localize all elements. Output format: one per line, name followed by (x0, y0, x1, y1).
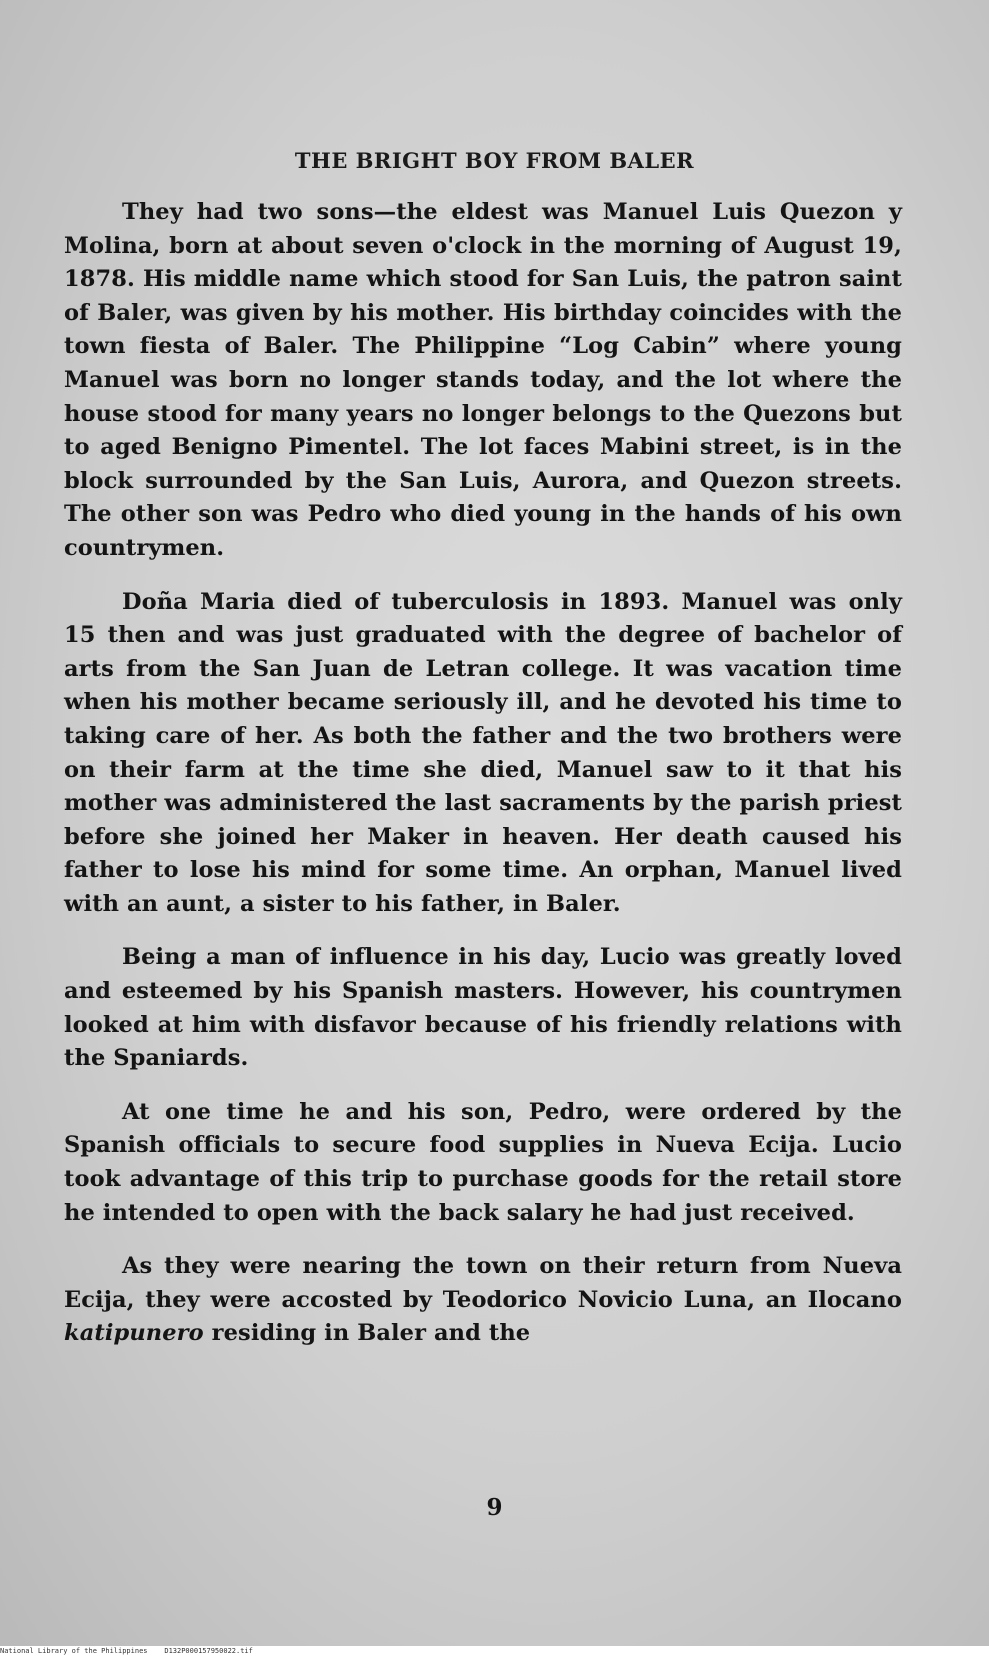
paragraph-5-italic-term: katipunero (64, 1320, 204, 1347)
paragraph-5 (64, 1250, 902, 1351)
scan-caption: National Library of the Philippines D132P000157950022.tif (0, 1647, 253, 1655)
paragraph-3: Being a man of influence in his day, Lucio was greatly loved and esteemed by his Spanish masters. However, his countrymen looked at him with disfavor because of his friendly relations with the Spaniards. (64, 944, 902, 1072)
paragraph-5-text-before: As they were nearing the town on their return from Nueva Ecija, they were accosted by Teodorico Novicio Luna, an Ilocano (64, 1253, 902, 1313)
paragraph-4: At one time he and his son, Pedro, were ordered by the Spanish officials to secure food supplies in Nueva Ecija. Lucio took advantage of this trip to purchase goods for the retail store he intended to open with the back salary he had just received. (64, 1098, 902, 1226)
paragraph-5-text-after: residing in Baler and the (203, 1320, 531, 1347)
body-text (64, 196, 902, 1351)
paragraph-2: Doña Maria died of tuberculosis in 1893. Manuel was only 15 then and was just graduated with the degree of bachelor of arts from the San Juan de Letran college. It was vacation time when his mother became seriously ill, and he devoted his time to taking care of her. As both the father and the two brothers were on their farm at the time she died, Manuel saw to it that his mother was administered the last sacraments by the parish priest before she joined her Maker in heaven. Her death caused his father to lose his mind for some time. An orphan, Manuel lived with an aunt, a sister to his father, in Baler. (64, 588, 902, 917)
paragraph-1: They had two sons—the eldest was Manuel Luis Quezon y Molina, born at about seven o'clock in the morning of August 19, 1878. His middle name which stood for San Luis, the patron saint of Baler, was given by his mother. His birthday coincides with the town fiesta of Baler. The Philippine “Log Cabin” where young Manuel was born no longer stands today, and the lot where the house stood for many years no longer belongs to the Quezons but to aged Benigno Pimentel. The lot faces Mabini street, is in the block surrounded by the San Luis, Aurora, and Quezon streets. The other son was Pedro who died young in the hands of his own countrymen. (64, 199, 902, 561)
page-number: 9 (486, 1494, 503, 1521)
running-head-title: THE BRIGHT BOY FROM BALER (294, 148, 695, 173)
